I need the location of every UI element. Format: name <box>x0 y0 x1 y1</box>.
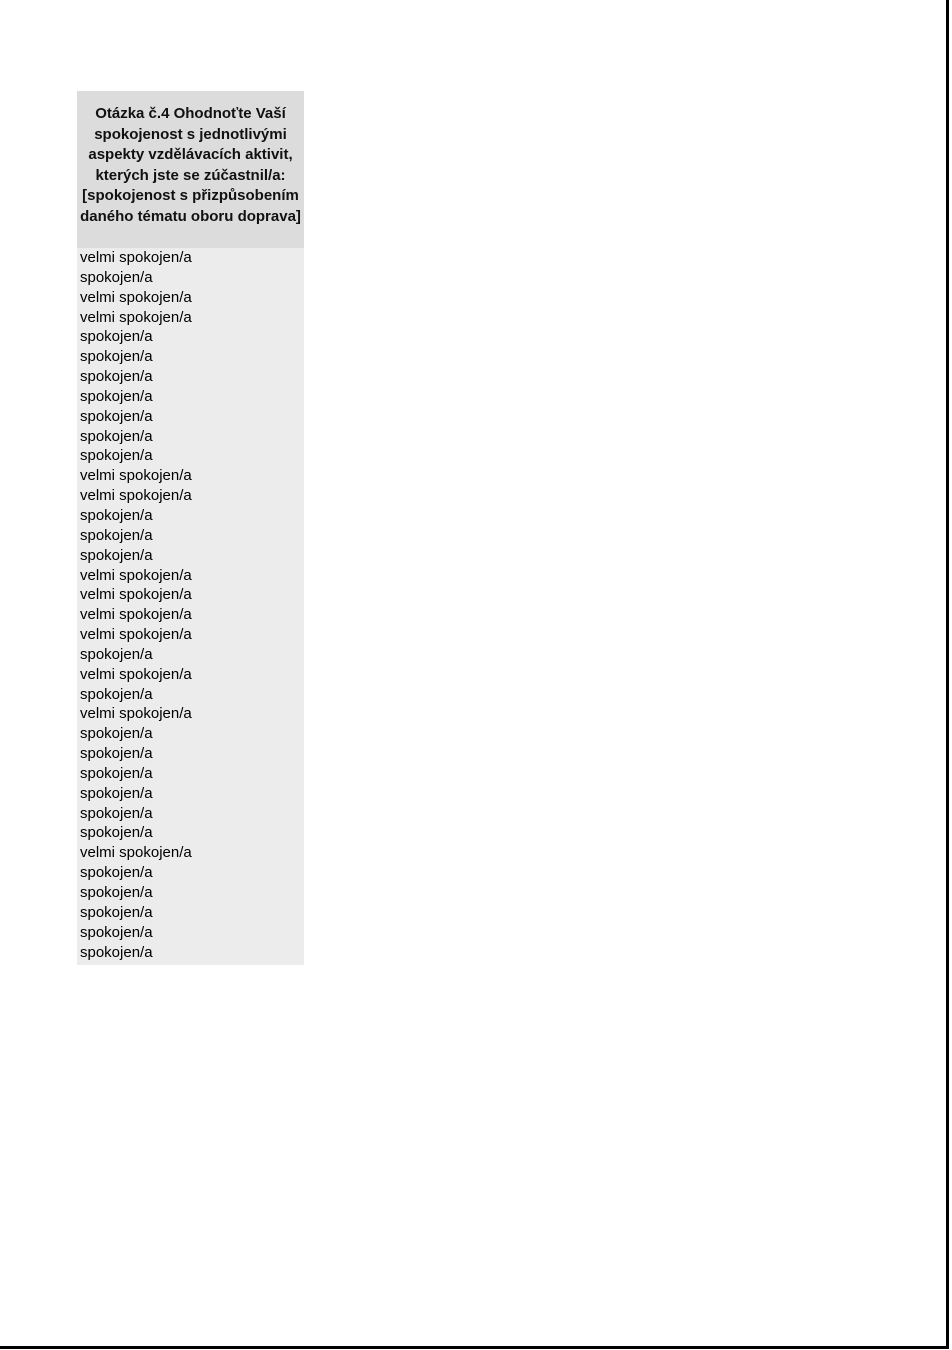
response-row: spokojen/a <box>80 506 153 524</box>
response-row: spokojen/a <box>80 903 153 921</box>
response-row: spokojen/a <box>80 645 153 663</box>
response-row: spokojen/a <box>80 725 153 743</box>
response-row: velmi spokojen/a <box>80 487 192 505</box>
response-row: velmi spokojen/a <box>80 586 192 604</box>
response-row: spokojen/a <box>80 427 153 445</box>
response-row: spokojen/a <box>80 407 153 425</box>
response-row: spokojen/a <box>80 387 153 405</box>
response-list <box>77 248 304 965</box>
column-header: Otázka č.4 Ohodnoťte Vaší spokojenost s jednotlivými aspekty vzdělávacích aktivit, kterých jste se zúčastnil/a: [spokojenost s přizpůsobením daného tématu oboru doprava] <box>77 91 304 248</box>
response-row: spokojen/a <box>80 884 153 901</box>
response-row: spokojen/a <box>80 864 153 882</box>
response-row: velmi spokojen/a <box>80 566 192 584</box>
response-row: velmi spokojen/a <box>80 288 192 306</box>
response-row: velmi spokojen/a <box>80 705 192 723</box>
response-row: spokojen/a <box>80 804 153 822</box>
response-row: spokojen/a <box>80 348 153 366</box>
response-row: spokojen/a <box>80 685 153 703</box>
response-row: spokojen/a <box>80 368 153 386</box>
response-row: spokojen/a <box>80 546 153 564</box>
response-row: spokojen/a <box>80 923 153 941</box>
response-row: velmi spokojen/a <box>80 467 192 485</box>
response-row: velmi spokojen/a <box>80 249 192 266</box>
response-row: spokojen/a <box>80 447 153 465</box>
survey-column <box>77 91 304 965</box>
response-row: spokojen/a <box>80 764 153 782</box>
response-row: velmi spokojen/a <box>80 626 192 644</box>
response-row: velmi spokojen/a <box>80 665 192 683</box>
response-row: spokojen/a <box>80 824 153 842</box>
response-row: velmi spokojen/a <box>80 844 192 862</box>
response-row: spokojen/a <box>80 268 153 286</box>
response-row: velmi spokojen/a <box>80 606 192 624</box>
response-row: spokojen/a <box>80 943 153 961</box>
response-row: spokojen/a <box>80 745 153 763</box>
response-row: spokojen/a <box>80 526 153 544</box>
response-row: spokojen/a <box>80 328 153 346</box>
response-row: spokojen/a <box>80 784 153 802</box>
response-row: velmi spokojen/a <box>80 308 192 326</box>
